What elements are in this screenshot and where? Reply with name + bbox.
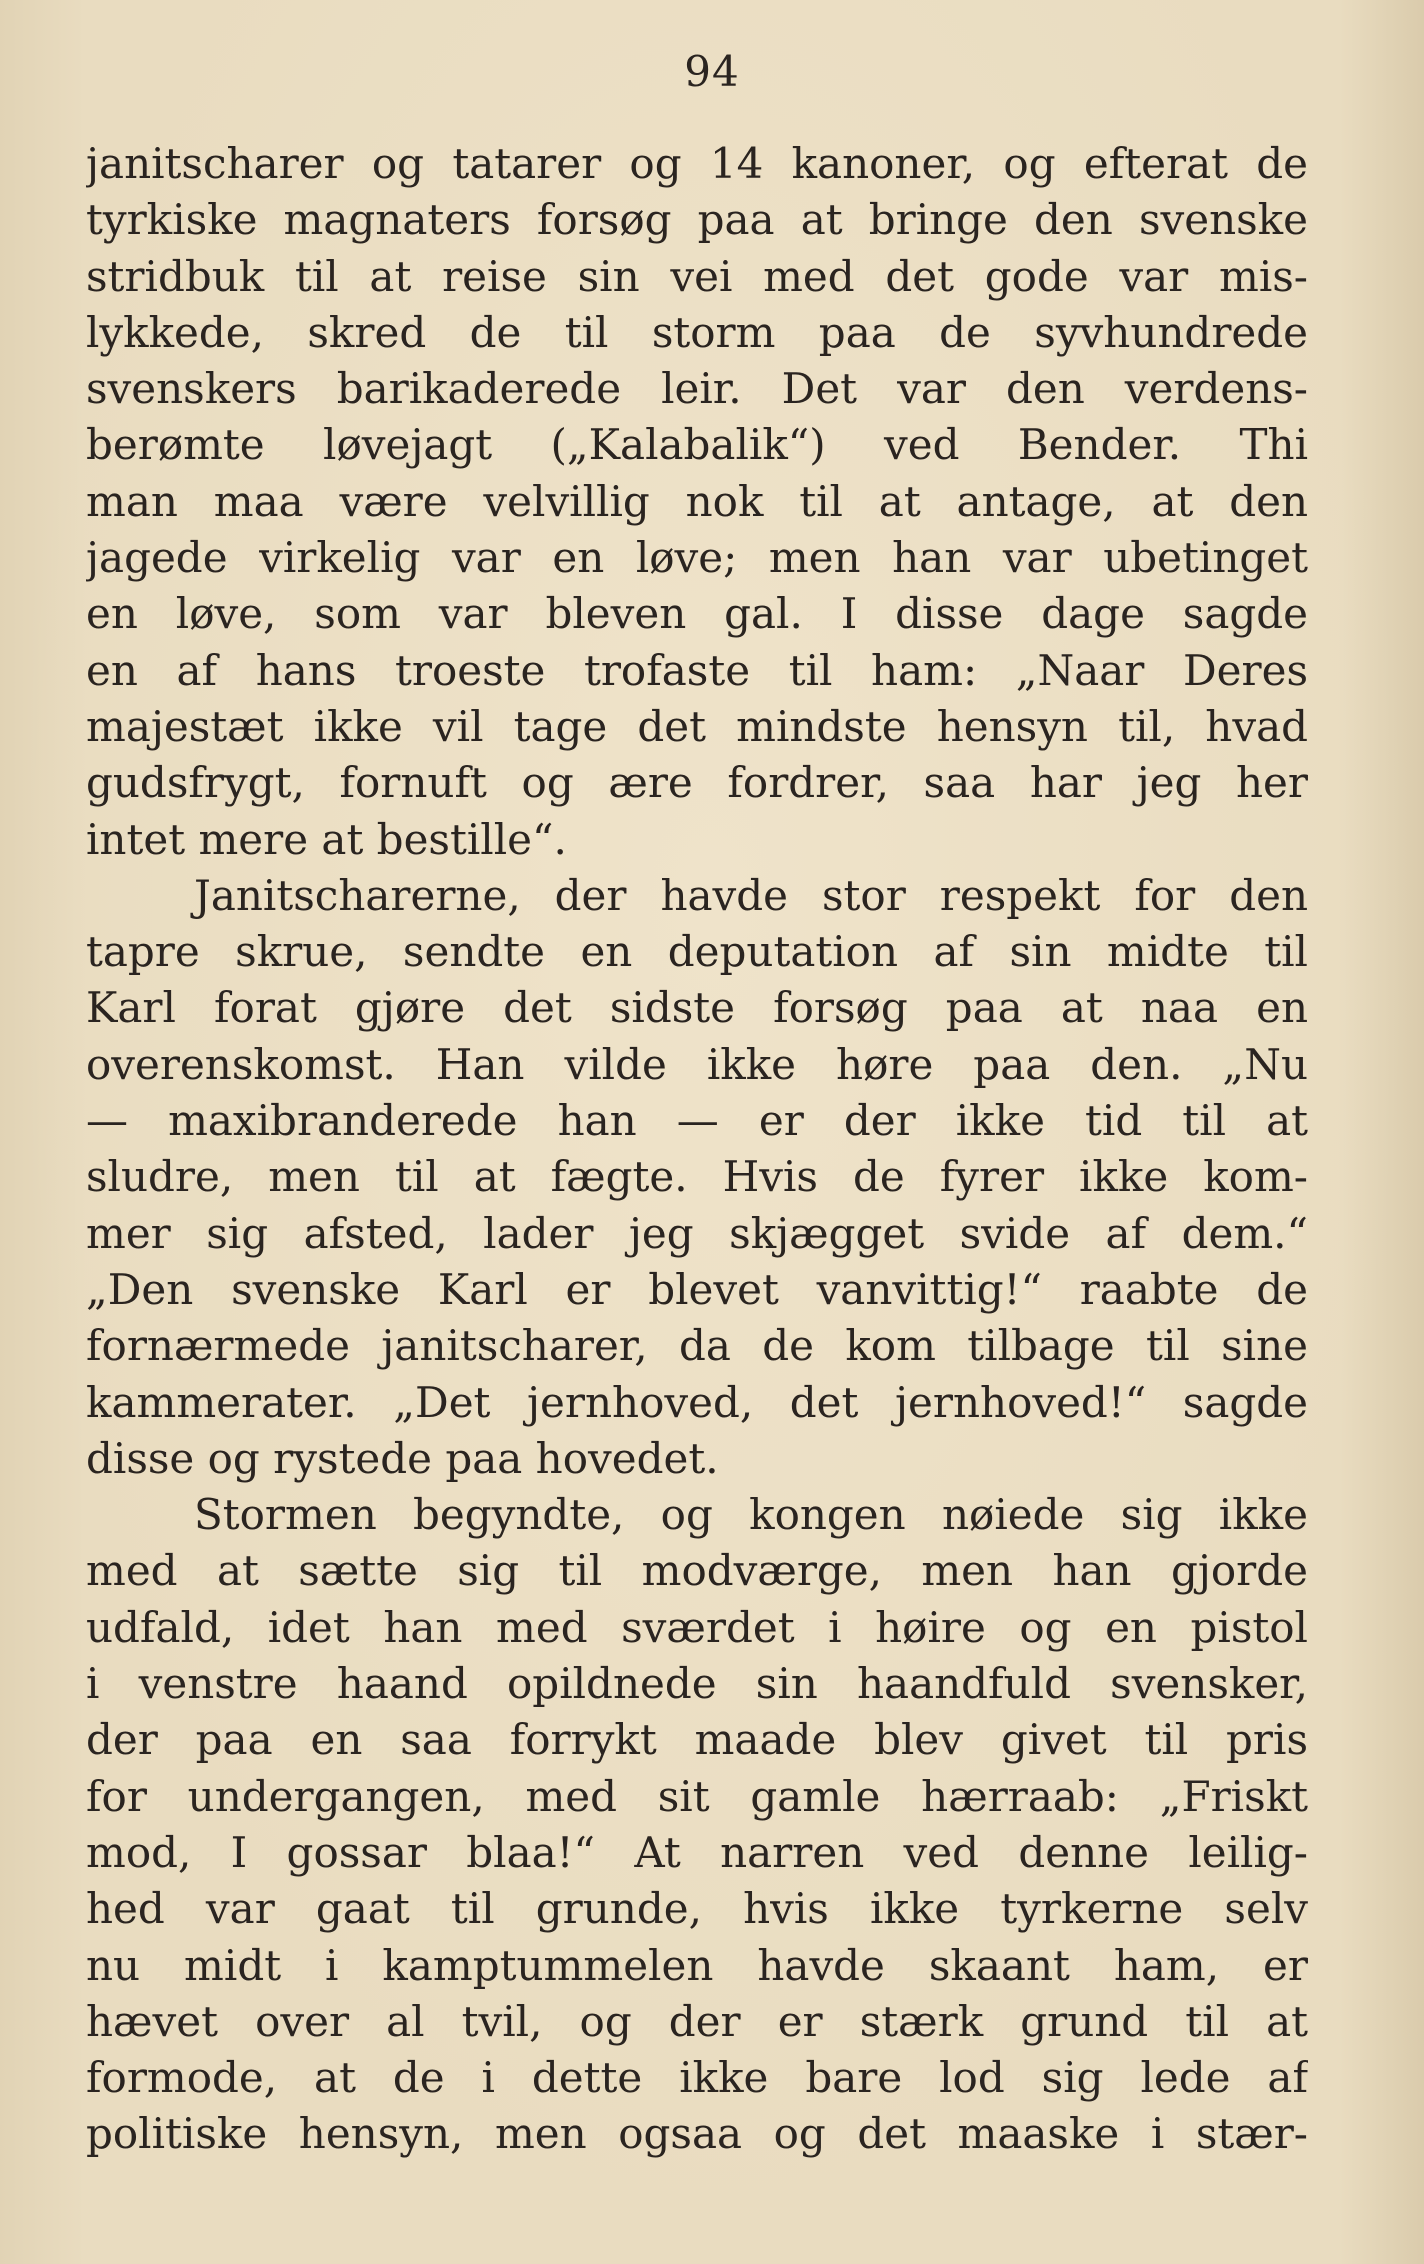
text-line: tapre skrue, sendte en deputation af sin midte til <box>86 927 1308 977</box>
text-line: Karl forat gjøre det sidste forsøg paa at naa en <box>86 983 1308 1033</box>
text-line: der paa en saa forrykt maade blev givet til pris <box>86 1715 1308 1765</box>
text-line: svenskers barikaderede leir. Det var den verdens- <box>86 364 1308 414</box>
text-line: lykkede, skred de til storm paa de syvhundrede <box>86 307 1308 357</box>
text-line: hed var gaat til grunde, hvis ikke tyrkerne selv <box>86 1884 1308 1934</box>
text-line: sludre, men til at fægte. Hvis de fyrer ikke kom- <box>86 1152 1308 1202</box>
text-line: nu midt i kamptummelen havde skaant ham, er <box>86 1940 1308 1990</box>
text-line: for undergangen, med sit gamle hærraab: „Friskt <box>86 1771 1308 1821</box>
text-line: — maxibranderede han — er der ikke tid til at <box>86 1096 1308 1146</box>
paragraph-end-line: intet mere at bestille“. <box>86 814 567 864</box>
text-line: kammerater. „Det jernhoved, det jernhoved!“ sagde <box>86 1377 1308 1427</box>
text-line: jagede virkelig var en løve; men han var ubetinget <box>86 533 1308 583</box>
paragraph-start-line: Janitscharerne, der havde stor respekt for den <box>194 870 1308 920</box>
text-line: man maa være velvillig nok til at antage, at den <box>86 476 1308 526</box>
text-line: overenskomst. Han vilde ikke høre paa den. „Nu <box>86 1039 1308 1089</box>
text-line: en løve, som var bleven gal. I disse dage sagde <box>86 589 1308 639</box>
text-line: udfald, idet han med sværdet i høire og en pistol <box>86 1602 1308 1652</box>
text-line: stridbuk til at reise sin vei med det gode var mis- <box>86 251 1308 301</box>
body-text <box>86 136 1308 2163</box>
text-line: politiske hensyn, men ogsaa og det maaske i stær- <box>86 2109 1308 2159</box>
text-line: majestæt ikke vil tage det mindste hensyn til, hvad <box>86 701 1308 751</box>
text-line: formode, at de i dette ikke bare lod sig lede af <box>86 2053 1308 2103</box>
text-line: mod, I gossar blaa!“ At narren ved denne leilig- <box>86 1827 1308 1877</box>
text-line: janitscharer og tatarer og 14 kanoner, og efterat de <box>86 139 1308 188</box>
text-line: i venstre haand opildnede sin haandfuld svensker, <box>86 1659 1308 1709</box>
text-line: berømte løvejagt („Kalabalik“) ved Bender. Thi <box>86 420 1308 470</box>
text-line: gudsfrygt, fornuft og ære fordrer, saa har jeg her <box>86 758 1308 808</box>
text-line: fornærmede janitscharer, da de kom tilbage til sine <box>86 1321 1308 1371</box>
text-line: mer sig afsted, lader jeg skjægget svide af dem.“ <box>86 1208 1308 1258</box>
paragraph-end-line: disse og rystede paa hovedet. <box>86 1433 719 1483</box>
paragraph-start-line: Stormen begyndte, og kongen nøiede sig ikke <box>194 1490 1308 1540</box>
text-line: „Den svenske Karl er blevet vanvittig!“ raabte de <box>86 1264 1308 1314</box>
text-line: med at sætte sig til modværge, men han gjorde <box>86 1546 1308 1596</box>
text-line: hævet over al tvil, og der er stærk grund til at <box>86 1996 1308 2046</box>
text-line: en af hans troeste trofaste til ham: „Naar Deres <box>86 645 1308 695</box>
text-line: tyrkiske magnaters forsøg paa at bringe den svenske <box>86 195 1308 245</box>
page-number: 94 <box>684 47 740 96</box>
